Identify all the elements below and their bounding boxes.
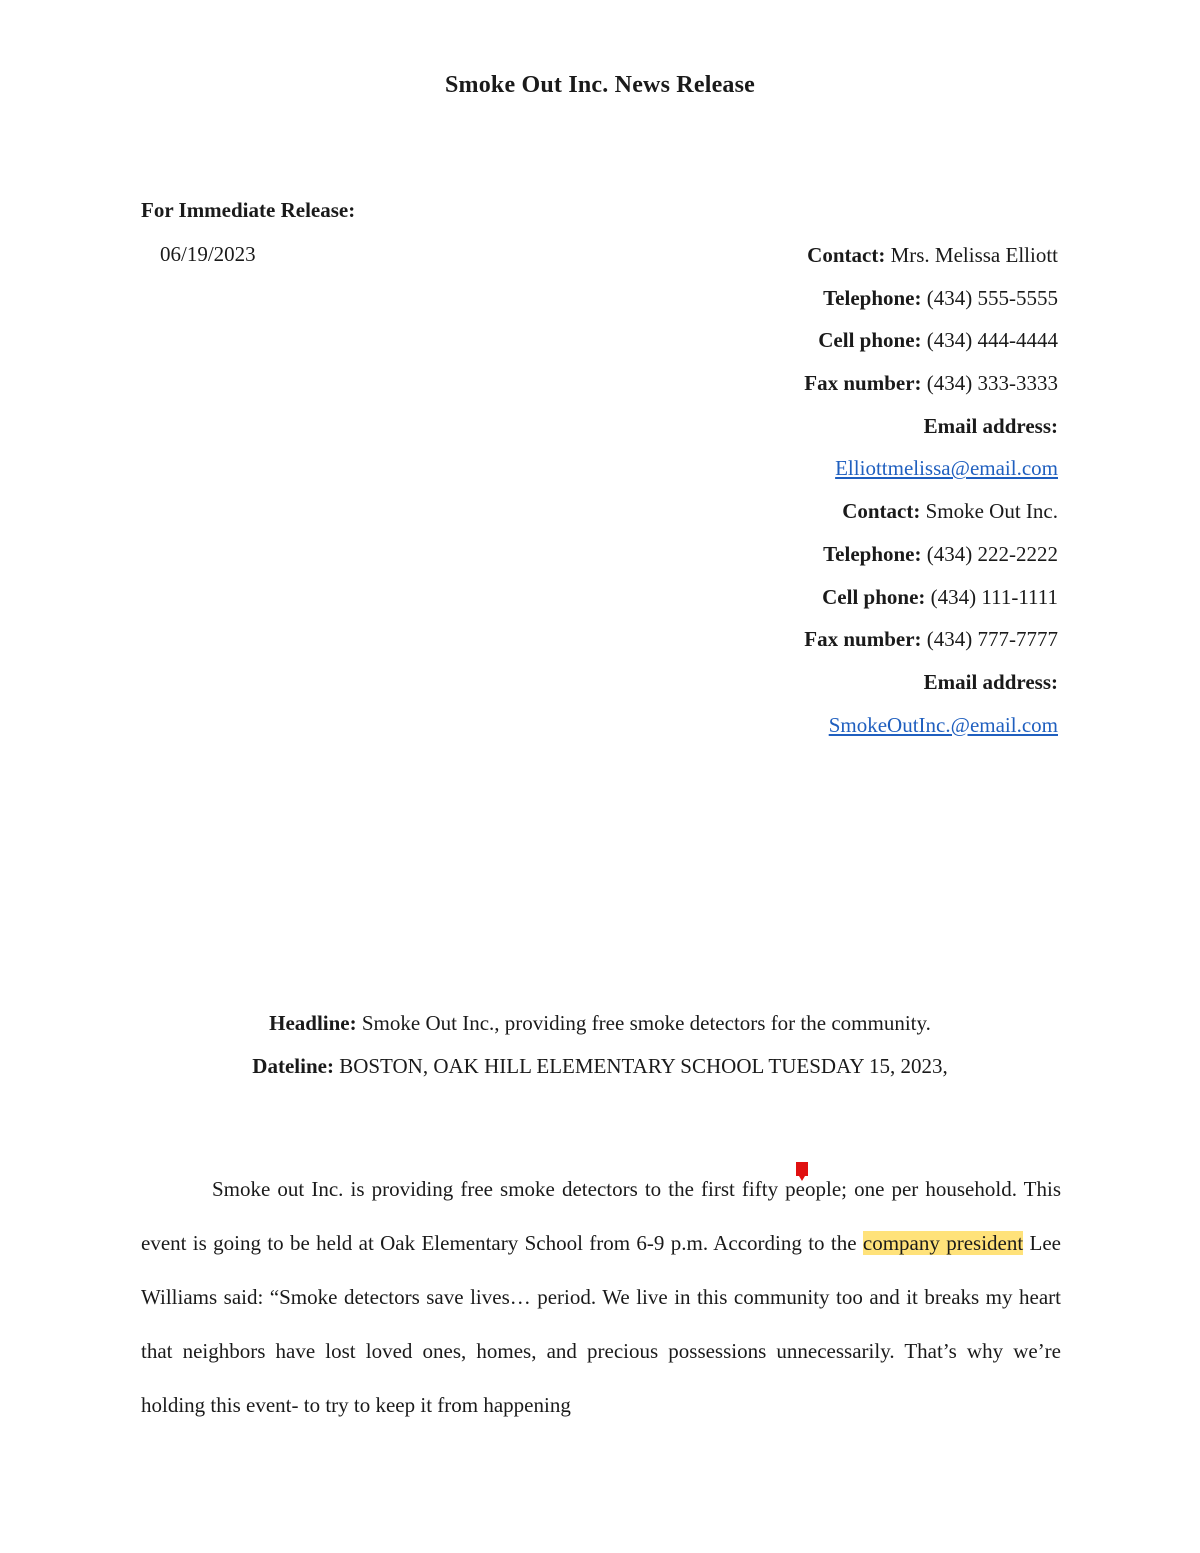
contact-value: Mrs. Melissa Elliott [890,243,1058,267]
cell-row [458,584,1058,627]
fax-label: Fax number: [804,371,922,396]
headline-text: Smoke Out Inc., providing free smoke detectors for the community. [361,1011,931,1035]
fax-label: Fax number: [804,627,922,652]
email-link[interactable]: Elliottmelissa@email.com [835,456,1058,481]
release-date: 06/19/2023 [160,242,256,266]
email-label: Email address: [923,413,1058,438]
cell-row [458,327,1058,370]
highlighted-text: company president [862,1231,1024,1255]
contact-row [458,242,1058,285]
contact-row [458,498,1058,541]
page-title: Smoke Out Inc. News Release [444,72,756,98]
fax-value: (434) 333-3333 [926,371,1058,396]
contact-label: Contact: [807,243,886,267]
dateline [0,1054,1200,1079]
fax-row [458,370,1058,413]
telephone-row [458,541,1058,584]
fax-value: (434) 777-7777 [926,627,1058,652]
telephone-value: (434) 222-2222 [926,541,1058,566]
telephone-label: Telephone: [823,541,922,566]
release-label: For Immediate Release: [141,198,356,222]
fax-row [458,626,1058,669]
body-text-end: Lee Williams said: “Smoke detectors save lives… period. We live in this community too and it breaks my heart that neighbors have lost loved ones, homes, and precious possessions unnecessarily. That’s why we’re holding this event- to try to keep it from happening [141,1231,1061,1417]
telephone-row [458,285,1058,328]
email-link-row [458,455,1058,498]
cell-label: Cell phone: [822,584,926,609]
email-link-row [458,712,1058,755]
headline [0,1011,1200,1036]
contact-label: Contact: [842,499,921,524]
contact-value: Smoke Out Inc. [925,499,1058,524]
email-row [458,669,1058,712]
cell-label: Cell phone: [818,328,922,353]
cell-value: (434) 111-1111 [930,584,1058,609]
telephone-value: (434) 555-5555 [926,285,1058,310]
contact-block [458,242,1058,754]
email-row [458,413,1058,456]
headline-label: Headline: [269,1011,357,1035]
telephone-label: Telephone: [823,285,922,310]
email-label: Email address: [923,669,1058,694]
cell-value: (434) 444-4444 [926,328,1058,353]
dateline-text: BOSTON, OAK HILL ELEMENTARY SCHOOL TUESDAY 15, 2023, [339,1054,948,1078]
dateline-label: Dateline: [252,1054,334,1078]
body-text-start: Smoke out Inc. is providing free smoke detectors to the first fifty people; one per household. This event is going to be held at Oak Elementary School from 6-9 p.m. According to the [141,1177,1061,1255]
body-paragraph [141,1162,1061,1432]
email-link[interactable]: SmokeOutInc.@email.com [828,712,1058,737]
